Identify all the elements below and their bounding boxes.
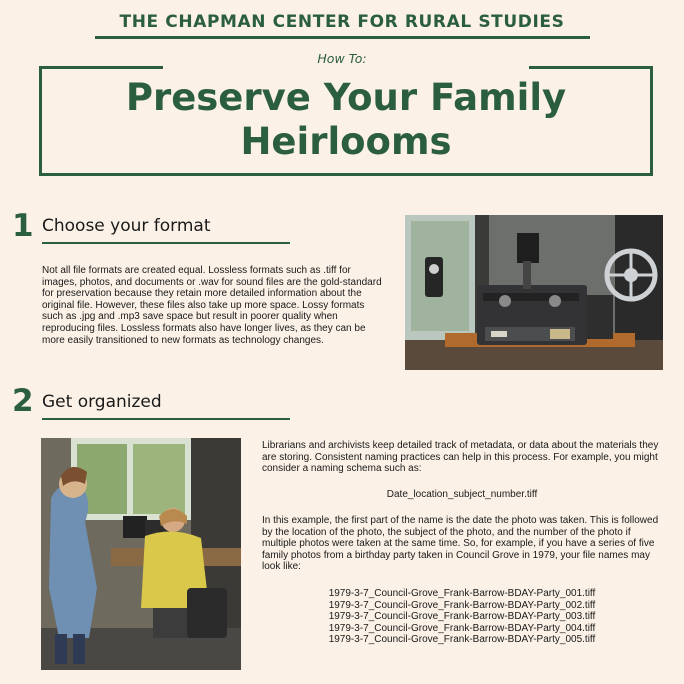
- list-item: 1979-3-7_Council-Grove_Frank-Barrow-BDAY-Party_001.tiff: [328, 588, 596, 599]
- section-1-title: Choose your format: [42, 216, 211, 236]
- list-item: 1979-3-7_Council-Grove_Frank-Barrow-BDAY-Party_005.tiff: [328, 634, 596, 646]
- header-rule: [95, 36, 590, 39]
- section-1-rule: [42, 242, 290, 244]
- list-item: 1979-3-7_Council-Grove_Frank-Barrow-BDAY-Party_004.tiff: [328, 622, 596, 634]
- page-title-line2: Heirlooms: [240, 120, 452, 163]
- section-2-title: Get organized: [42, 392, 162, 412]
- title-frame-top-right: [529, 66, 653, 69]
- archivists-illustration: [41, 438, 241, 670]
- org-name: THE CHAPMAN CENTER FOR RURAL STUDIES: [119, 12, 565, 32]
- kicker: How To:: [317, 51, 367, 66]
- naming-schema: Date_location_subject_number.tiff: [386, 489, 538, 500]
- section-2-intro: Librarians and archivists keep detailed track of metadata, or data about the materials they are storing. Consistent naming practices can help in this process. For example, you might consider a naming schema such as:: [262, 440, 659, 475]
- section-1-number: 1: [12, 208, 34, 244]
- page-title: [39, 76, 653, 164]
- filename-list: [262, 588, 662, 646]
- section-2-rule: [42, 418, 290, 420]
- section-2-explanation: In this example, the first part of the name is the date the photo was taken. This is followed by the location of the photo, the subject of the photo, and the number of the photo if multiple photos were taken at the same time. So, for example, if you have a series of five family photos from a birthday party taken in Council Grove in 1979, your file names may look like:: [262, 515, 659, 573]
- title-frame-top-left: [39, 66, 163, 69]
- film-projector-illustration: [405, 215, 663, 370]
- section-2-number: 2: [12, 383, 34, 419]
- list-item: 1979-3-7_Council-Grove_Frank-Barrow-BDAY-Party_003.tiff: [328, 611, 596, 623]
- film-projector-photo: [405, 215, 663, 370]
- archivists-photo: [41, 438, 241, 670]
- section-1-body: Not all file formats are created equal. Lossless formats such as .tiff for images, photos, and documents or .wav for sound files are the gold-standard for preservation because they retain more detailed information about the original file. However, these files also take up more space. Lossy formats such as .jpg and .mp3 save space but result in poorer quality when reproducing files. Lossless formats also have longer lives, as they can be more easily transitioned to new formats as technology changes.: [42, 265, 382, 346]
- list-item: 1979-3-7_Council-Grove_Frank-Barrow-BDAY-Party_002.tiff: [328, 599, 596, 611]
- page-title-line1: Preserve Your Family: [125, 76, 567, 119]
